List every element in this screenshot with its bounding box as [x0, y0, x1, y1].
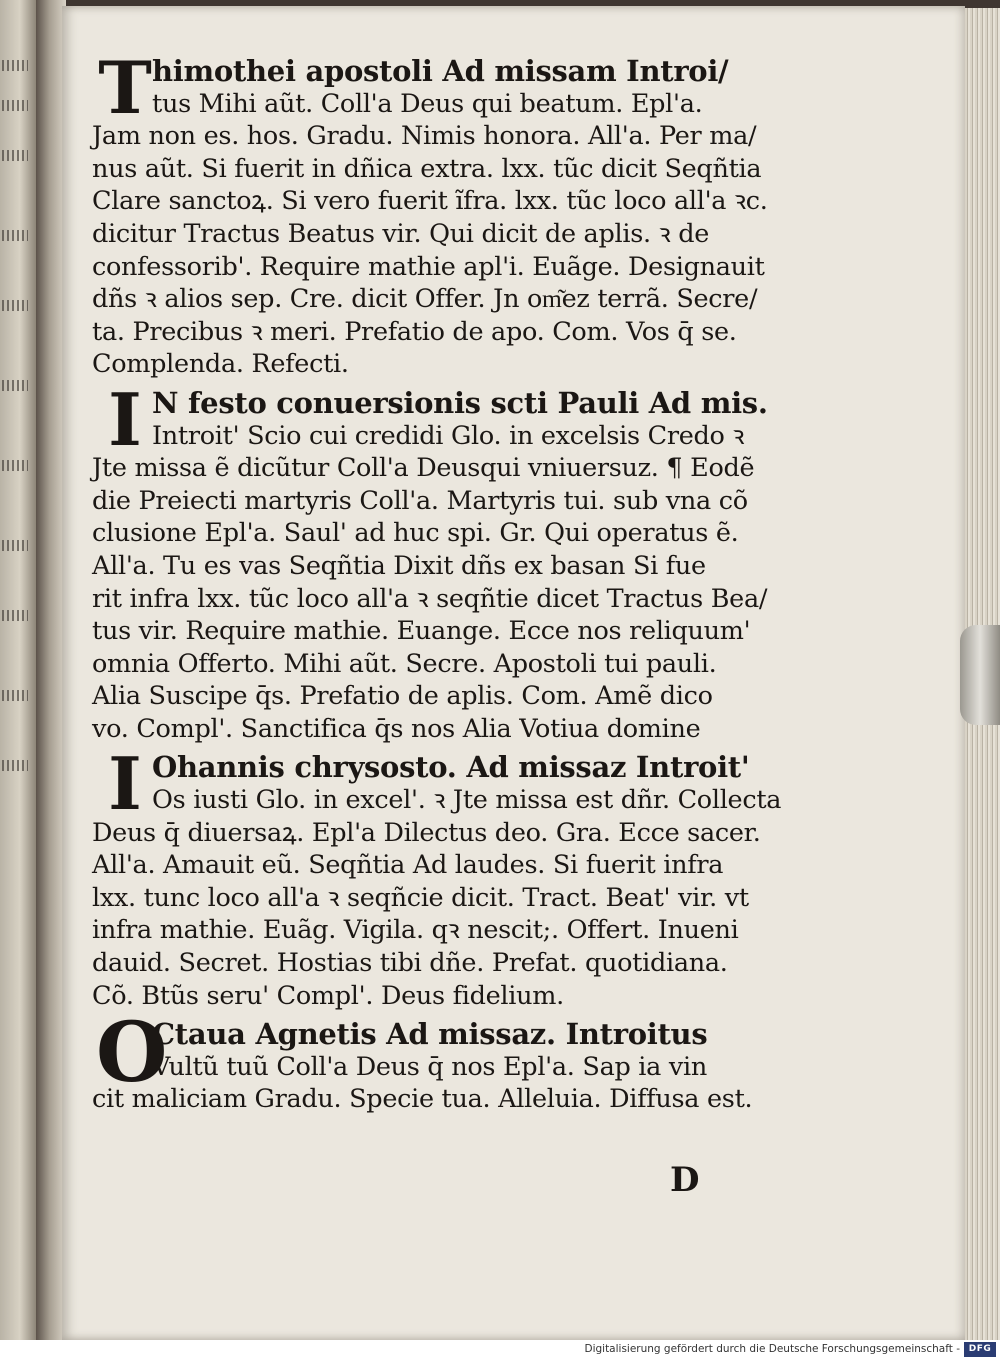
- text-line: All'a. Tu es vas Seqñtia Dixit dñs ex basan Si fue: [92, 550, 706, 581]
- text-line: Cõ. Btũs seru' Compl'. Deus fidelium.: [92, 980, 564, 1011]
- text-line: omnia Offerto. Mihi aũt. Secre. Apostoli tui pauli.: [92, 648, 717, 679]
- text-line: die Preiecti martyris Coll'a. Martyris tui. sub vna cõ: [92, 485, 748, 516]
- paragraph: [92, 1005, 832, 1116]
- drop-cap-initial: O: [96, 1005, 168, 1102]
- text-line: Jam non es. hos. Gradu. Nimis honora. All'a. Per ma/: [92, 121, 757, 152]
- signature-mark: D: [670, 1160, 700, 1200]
- text-line: Jte missa ẽ dicũtur Coll'a Deusqui vniuersuz. ¶ Eodẽ: [92, 453, 755, 484]
- paragraph: [92, 45, 832, 381]
- text-line: Deus q̄ diuersaꝝ. Epl'a Dilectus deo. Gra. Ecce sacer.: [92, 817, 761, 848]
- text-line: himothei apostoli Ad missam Introi/: [152, 54, 729, 88]
- text-line: Alia Suscipe q̄s. Prefatio de aplis. Com. Amẽ dico: [92, 681, 713, 712]
- text-line: Os iusti Glo. in excel'. ꝛ Jte missa est dñr. Collecta: [152, 785, 782, 816]
- text-line: confessorib'. Require mathie apl'i. Euãge. Designauit: [92, 251, 765, 282]
- text-line: lxx. tunc loco all'a ꝛ seqñcie dicit. Tract. Beat' vir. vt: [92, 882, 749, 913]
- page-clamp: [960, 625, 1000, 725]
- text-line: tus vir. Require mathie. Euange. Ecce nos reliquum': [92, 616, 751, 647]
- funding-credit: Digitalisierung gefördert durch die Deutsche Forschungsgemeinschaft -: [584, 1343, 960, 1355]
- drop-cap-initial: T: [98, 45, 152, 130]
- paragraph: [92, 376, 832, 746]
- text-line: ta. Precibus ꝛ meri. Prefatio de apo. Com. Vos q̄ se.: [92, 316, 737, 347]
- facing-page-edge: [0, 0, 36, 1340]
- text-line: Complenda. Refecti.: [92, 349, 349, 380]
- text-line: dicitur Tractus Beatus vir. Qui dicit de aplis. ꝛ de: [92, 218, 710, 249]
- text-line: vo. Compl'. Sanctifica q̄s nos Alia Votiua domine: [92, 713, 701, 744]
- text-line: nus aũt. Si fuerit in dñica extra. lxx. tũc dicit Seqñtia: [92, 153, 762, 184]
- drop-cap-initial: I: [108, 741, 142, 827]
- text-line: N festo conuersionis scti Pauli Ad mis.: [152, 385, 768, 420]
- text-line: rit infra lxx. tũc loco all'a ꝛ seqñtie dicet Tractus Bea/: [92, 583, 768, 614]
- dfg-logo: DFG: [964, 1342, 996, 1357]
- text-line: infra mathie. Euãg. Vigila. qꝛ nescit;. Offert. Inueni: [92, 915, 739, 946]
- text-line: Vultũ tuũ Coll'a Deus q̄ nos Epl'a. Sap ia vin: [152, 1051, 707, 1082]
- text-line: All'a. Amauit eũ. Seqñtia Ad laudes. Si fuerit infra: [92, 850, 724, 881]
- text-line: tus Mihi aũt. Coll'a Deus qui beatum. Epl'a.: [152, 88, 703, 119]
- drop-cap-initial: I: [108, 376, 142, 462]
- text-line: Clare sanctoꝝ. Si vero fuerit ĩfra. lxx. tũc loco all'a ꝛc.: [92, 186, 768, 217]
- text-line: Ctaua Agnetis Ad missaz. Introitus: [152, 1017, 708, 1052]
- paragraph: [92, 741, 832, 1012]
- text-line: clusione Epl'a. Saul' ad huc spi. Gr. Qui operatus ẽ.: [92, 518, 739, 549]
- footer-bar: [0, 1340, 1000, 1361]
- text-line: Ohannis chrysosto. Ad missaz Introit': [152, 750, 750, 785]
- text-line: cit maliciam Gradu. Specie tua. Alleluia. Diffusa est.: [92, 1084, 753, 1115]
- text-line: Introit' Scio cui credidi Glo. in excelsis Credo ꝛ: [152, 420, 745, 451]
- text-line: dauid. Secret. Hostias tibi dñe. Prefat. quotidiana.: [92, 948, 728, 979]
- text-line: dñs ꝛ alios sep. Cre. dicit Offer. Jn om͂ez terrã. Secre/: [92, 284, 758, 315]
- printed-text-block: [92, 45, 832, 1122]
